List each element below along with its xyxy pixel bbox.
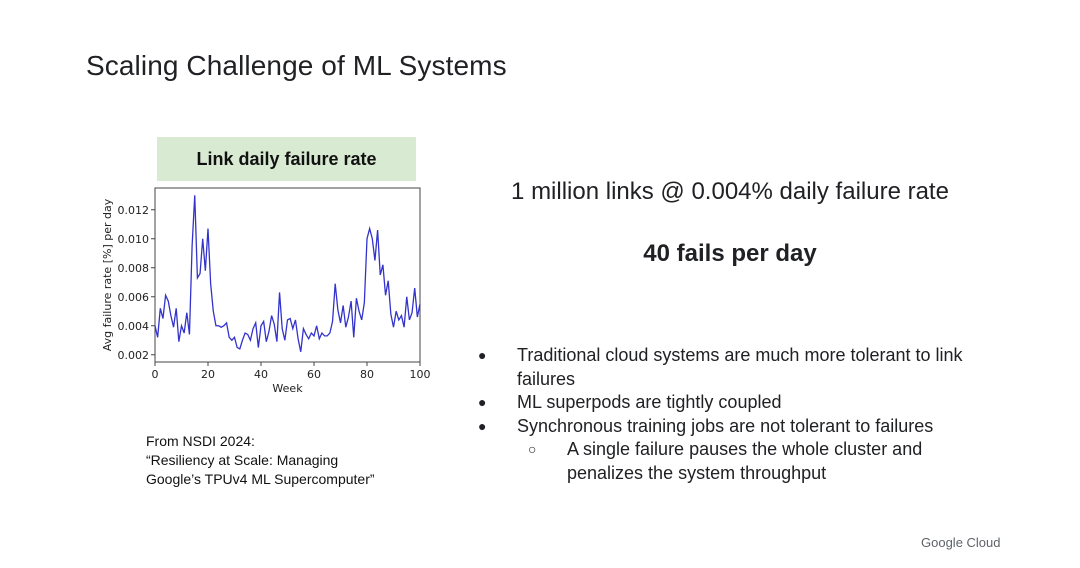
x-tick-label: 40 (254, 368, 268, 381)
x-tick-label: 80 (360, 368, 374, 381)
citation-line: From NSDI 2024: (146, 433, 255, 449)
citation-line: Google’s TPUv4 ML Supercomputer” (146, 471, 375, 487)
slide-title: Scaling Challenge of ML Systems (86, 50, 507, 81)
x-axis-ticks (152, 362, 431, 381)
bullet-text: A single failure pauses the whole cluster and penalizes the system throughput (567, 439, 923, 483)
bullet-text: Traditional cloud systems are much more tolerant to link failures (517, 345, 963, 389)
headline-stat: 1 million links @ 0.004% daily failure rate (511, 178, 949, 205)
bullet-marker: ● (478, 417, 487, 434)
x-tick-label: 20 (201, 368, 215, 381)
bullet-marker: ● (478, 394, 487, 410)
x-tick-label: 100 (409, 368, 431, 381)
chart-header: Link daily failure rate (157, 137, 416, 181)
bullet-list (478, 344, 998, 485)
bullet-item (478, 391, 998, 415)
sub-bullet-item (478, 438, 998, 485)
y-axis-ticks (118, 204, 156, 362)
subhead-stat: 40 fails per day (643, 240, 817, 267)
y-tick-label: 0.006 (117, 290, 149, 304)
failure-rate-chart (96, 184, 436, 396)
y-tick-label: 0.004 (117, 319, 149, 333)
bullet-text: ML superpods are tightly coupled (517, 392, 782, 412)
bullet-text: Synchronous training jobs are not tolerant to failures (517, 415, 934, 436)
y-tick-label: 0.010 (117, 232, 149, 246)
bullet-marker: ● (478, 347, 487, 363)
bullet-item (478, 415, 998, 439)
x-tick-label: 0 (151, 368, 159, 381)
series-line (155, 195, 420, 352)
x-tick-label: 60 (307, 368, 321, 381)
x-axis-label: Week (272, 382, 303, 395)
citation-line: “Resiliency at Scale: Managing (146, 452, 339, 468)
y-tick-label: 0.008 (117, 261, 149, 275)
bullet-marker: ○ (528, 441, 537, 457)
y-tick-label: 0.002 (117, 348, 149, 362)
y-tick-label: 0.012 (117, 203, 149, 217)
google-cloud-logo: Google Cloud (921, 535, 1001, 550)
citation (146, 432, 375, 489)
bullet-item (478, 344, 998, 391)
y-axis-label: Avg failure rate [%] per day (101, 198, 114, 352)
